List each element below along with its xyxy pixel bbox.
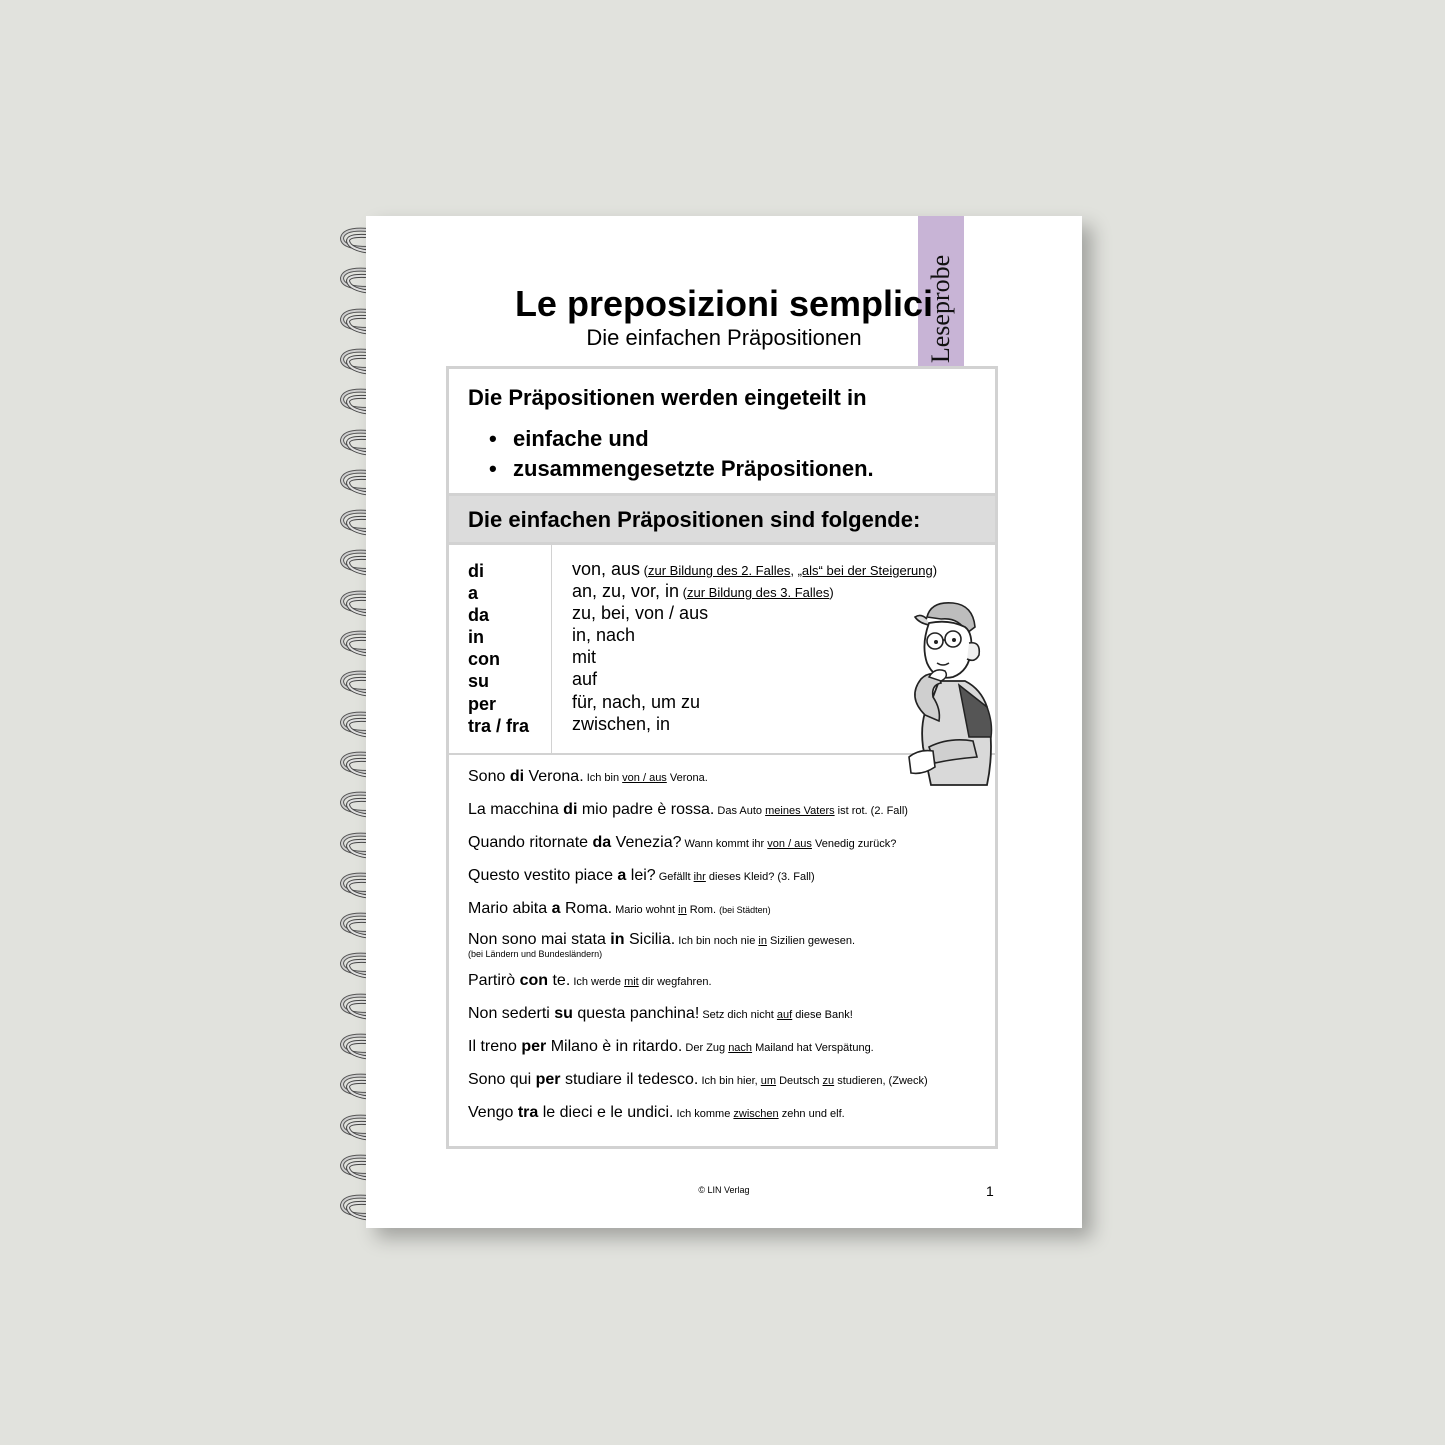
german-translation bbox=[584, 772, 708, 784]
italian-text: Non sono mai stata bbox=[468, 931, 611, 948]
note-open: ( bbox=[640, 563, 648, 578]
german-underlined: von / aus bbox=[767, 838, 812, 850]
italian-text: Vengo bbox=[468, 1104, 518, 1121]
german-translation bbox=[673, 1108, 844, 1120]
preposition-highlight: con bbox=[519, 972, 549, 989]
german-text: dir wegfahren. bbox=[638, 976, 712, 988]
german-text: diese Bank! bbox=[792, 1009, 853, 1021]
note-open: ( bbox=[679, 585, 688, 601]
list-item: • einfache und bbox=[489, 424, 874, 454]
section-band bbox=[449, 493, 995, 545]
page-subtitle: Die einfachen Präpositionen bbox=[586, 325, 862, 350]
german-underlined: um bbox=[760, 1075, 777, 1087]
column-divider bbox=[551, 545, 552, 753]
german-text: Der Zug bbox=[685, 1042, 729, 1054]
italian-text: Non sederti bbox=[468, 1005, 555, 1022]
german-text: Setz dich nicht bbox=[702, 1009, 777, 1021]
german-translation bbox=[699, 1009, 853, 1021]
italian-text: studiare il tedesco. bbox=[560, 1071, 699, 1088]
translation-text: auf bbox=[572, 669, 598, 690]
german-text: Sizilien gewesen. bbox=[766, 935, 856, 947]
example-sentence bbox=[468, 930, 855, 951]
usage-hint: (bei Städten) bbox=[719, 905, 771, 915]
german-translation bbox=[612, 904, 771, 916]
preposition-italian: con bbox=[468, 649, 501, 670]
example-sentence bbox=[468, 833, 896, 854]
german-text: ist rot. (2. Fall) bbox=[834, 805, 908, 817]
example-sentence bbox=[468, 767, 708, 788]
translation-text: in, nach bbox=[572, 625, 636, 646]
german-text: Wann kommt ihr bbox=[684, 838, 768, 850]
intro-list bbox=[489, 424, 874, 484]
german-text: Ich werde bbox=[573, 976, 625, 988]
note-underlined: zur Bildung des 3. Falles bbox=[687, 585, 830, 601]
german-translation bbox=[681, 838, 896, 850]
translation-text: mit bbox=[572, 647, 596, 668]
translation-text: an, zu, vor, in bbox=[572, 581, 680, 602]
usage-note bbox=[679, 585, 834, 600]
note-close: ) bbox=[829, 585, 834, 601]
example-sentence bbox=[468, 1070, 928, 1091]
german-underlined: von / aus bbox=[622, 772, 667, 784]
preposition-highlight: da bbox=[592, 834, 612, 851]
note-underlined: zur Bildung des 2. Falles bbox=[648, 563, 791, 578]
preposition-german bbox=[572, 558, 937, 580]
german-translation bbox=[656, 871, 815, 883]
german-text: Mario wohnt bbox=[615, 904, 679, 916]
german-text: Gefällt bbox=[658, 871, 694, 883]
italian-text: Quando ritornate bbox=[468, 834, 593, 851]
preposition-highlight: a bbox=[617, 867, 627, 884]
italian-text: Sono bbox=[468, 768, 510, 785]
intro-section bbox=[449, 369, 995, 492]
german-text: Ich bin bbox=[586, 772, 623, 784]
german-text: Ich komme bbox=[676, 1108, 734, 1120]
translation-text: zu, bei, von / aus bbox=[572, 603, 709, 624]
preposition-highlight: per bbox=[535, 1071, 561, 1088]
preposition-italian: per bbox=[468, 693, 497, 714]
example-sentence bbox=[468, 866, 815, 887]
german-underlined: zu bbox=[822, 1075, 835, 1087]
note-underlined: „als“ bei der Steigerung bbox=[797, 563, 933, 578]
page-title: Le preposizioni semplici bbox=[514, 283, 934, 324]
german-translation bbox=[675, 935, 855, 947]
italian-text: Sicilia. bbox=[624, 931, 676, 948]
german-text: Deutsch bbox=[776, 1075, 823, 1087]
german-translation bbox=[682, 1042, 873, 1054]
italian-text: Sono qui bbox=[468, 1071, 536, 1088]
german-text: Das Auto bbox=[717, 805, 766, 817]
preposition-highlight: in bbox=[610, 931, 625, 948]
list-item: • zusammengesetzte Präpositionen. bbox=[489, 454, 874, 484]
note-close: ) bbox=[932, 563, 938, 578]
german-underlined: nach bbox=[728, 1042, 753, 1054]
example-sentence bbox=[468, 1103, 845, 1124]
intro-heading: Die Präpositionen werden eingeteilt in bbox=[468, 385, 867, 410]
italian-text: Milano è in ritardo. bbox=[546, 1038, 683, 1055]
german-text: Rom. bbox=[686, 904, 720, 916]
translation-text: von, aus bbox=[572, 559, 641, 579]
preposition-italian: su bbox=[468, 671, 490, 692]
italian-column bbox=[468, 560, 529, 737]
band-heading: Die einfachen Präpositionen sind folgende: bbox=[468, 507, 921, 532]
italian-text: Roma. bbox=[560, 900, 613, 917]
italian-text: Questo vestito piace bbox=[468, 867, 618, 884]
tab-label: Leseprobe bbox=[926, 254, 955, 364]
usage-note bbox=[640, 563, 937, 578]
page-number: 1 bbox=[986, 1183, 994, 1199]
preposition-italian: da bbox=[468, 605, 490, 626]
example-sentence bbox=[468, 1004, 853, 1025]
german-underlined: meines Vaters bbox=[765, 805, 835, 817]
german-underlined: in bbox=[678, 904, 687, 916]
german-text: Venedig zurück? bbox=[811, 838, 897, 850]
preposition-italian: di bbox=[468, 561, 484, 581]
italian-text: Venezia? bbox=[611, 834, 682, 851]
copyright-footer: © LIN Verlag bbox=[698, 1185, 750, 1195]
italian-text: Verona. bbox=[524, 768, 584, 785]
german-underlined: zwischen bbox=[733, 1108, 779, 1120]
german-translation bbox=[714, 805, 908, 817]
example-sentence bbox=[468, 800, 908, 821]
german-translation bbox=[698, 1075, 927, 1087]
preposition-highlight: tra bbox=[517, 1104, 539, 1121]
german-text: Ich bin hier, bbox=[701, 1075, 761, 1087]
german-text: Mailand hat Verspätung. bbox=[752, 1042, 874, 1054]
preposition-highlight: su bbox=[554, 1005, 573, 1022]
preposition-highlight: per bbox=[521, 1038, 547, 1055]
german-translation bbox=[570, 976, 711, 988]
german-text: Ich bin noch nie bbox=[678, 935, 759, 947]
italian-text: questa panchina! bbox=[572, 1005, 700, 1022]
german-text: zehn und elf. bbox=[778, 1108, 845, 1120]
preposition-italian: in bbox=[468, 627, 484, 648]
german-underlined: in bbox=[758, 935, 767, 947]
italian-text: Partirò bbox=[468, 972, 520, 989]
italian-text: La macchina bbox=[468, 801, 564, 818]
notebook-page bbox=[366, 216, 1082, 1228]
example-sentence bbox=[468, 899, 771, 920]
italian-text: te. bbox=[548, 972, 571, 989]
preposition-italian: tra / fra bbox=[468, 715, 530, 736]
preposition-highlight: di bbox=[563, 801, 578, 818]
usage-hint: (bei Ländern und Bundesländern) bbox=[468, 949, 603, 959]
german-underlined: mit bbox=[624, 976, 639, 988]
italian-text: mio padre è rossa. bbox=[577, 801, 715, 818]
note-separator: , bbox=[790, 563, 798, 578]
translation-text: zwischen, in bbox=[572, 713, 671, 734]
italian-text: le dieci e le undici. bbox=[538, 1104, 674, 1121]
italian-text: Il treno bbox=[468, 1038, 522, 1055]
preposition-highlight: a bbox=[551, 900, 561, 917]
german-underlined: ihr bbox=[693, 871, 706, 883]
preposition-highlight: di bbox=[509, 768, 525, 785]
preposition-italian: a bbox=[468, 583, 479, 604]
italian-text: Mario abita bbox=[468, 900, 552, 917]
example-sentence bbox=[468, 971, 712, 992]
example-sentence bbox=[468, 1037, 874, 1058]
italian-text: lei? bbox=[626, 867, 656, 884]
german-text: Verona. bbox=[666, 772, 708, 784]
german-text: studieren, (Zweck) bbox=[834, 1075, 928, 1087]
german-text: dieses Kleid? (3. Fall) bbox=[705, 871, 815, 883]
thinking-boy-illustration bbox=[869, 597, 1009, 797]
translation-text: für, nach, um zu bbox=[572, 691, 701, 712]
content-box bbox=[446, 366, 998, 1149]
german-underlined: auf bbox=[776, 1009, 793, 1021]
